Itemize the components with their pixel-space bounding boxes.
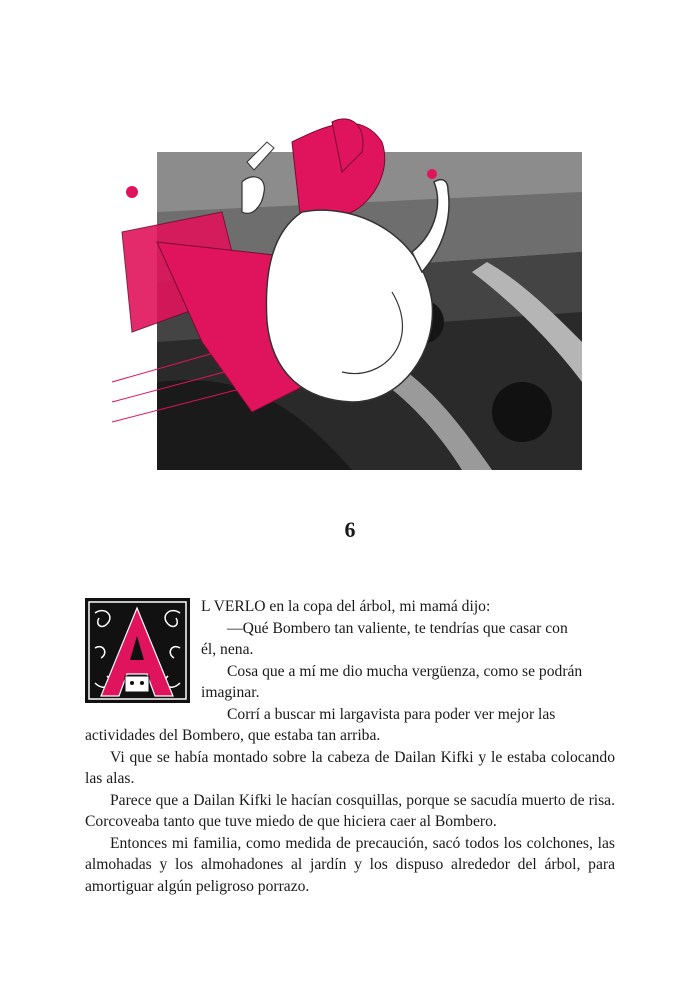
chapter-text bbox=[85, 596, 615, 897]
chapter-number: 6 bbox=[344, 517, 356, 542]
paragraph-6: Entonces mi familia, como medida de precaución, sacó todos los colchones, las almohadas y los almohadones al jardín y los dispuso alrededor del árbol, para amortiguar algún peligroso porrazo. bbox=[85, 834, 615, 895]
paragraph-3-continuation: actividades del Bombero, que estaba tan arriba. bbox=[85, 727, 381, 744]
first-line: L VERLO en la copa del árbol, mi mamá dijo: bbox=[201, 598, 491, 615]
paragraph-1-line: —Qué Bombero tan valiente, te tendrías que casar con bbox=[227, 619, 568, 637]
flying-elephant-illustration-icon bbox=[92, 82, 608, 500]
paragraph-2-line: Cosa que a mí me dio mucha vergüenza, como se podrán bbox=[227, 662, 583, 680]
paragraph-4: Vi que se había montado sobre la cabeza de Dailan Kifki y le estaba colocando las alas. bbox=[85, 748, 615, 787]
paragraph-2-continuation: imaginar. bbox=[201, 684, 260, 701]
paragraph-5: Parece que a Dailan Kifki le hacían cosquillas, porque se sacudía muerto de risa. Corcoveaba tanto que tuve miedo de que hiciera caer al Bombero. bbox=[85, 791, 615, 830]
paragraph-3-line: Corrí a buscar mi largavista para poder ver mejor las bbox=[227, 705, 556, 723]
flying-elephant-illustration bbox=[92, 82, 608, 500]
paragraph-1-continuation: él, nena. bbox=[201, 641, 254, 658]
